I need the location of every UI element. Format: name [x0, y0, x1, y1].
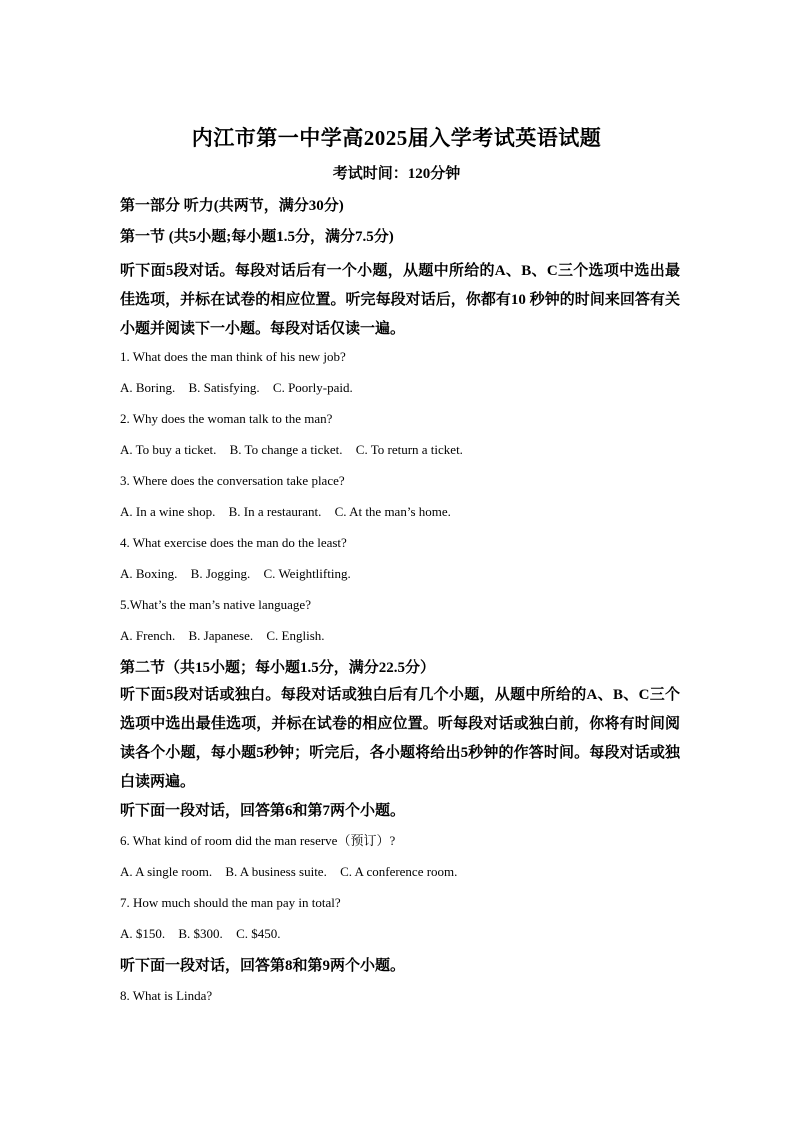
question-5: 5.What’s the man’s native language? — [120, 597, 311, 612]
question-1: 1. What does the man think of his new job? — [120, 349, 346, 364]
option-2c: C. To return a ticket. — [355, 442, 463, 457]
options-6 — [120, 862, 680, 882]
option-7a: A. $150. — [120, 926, 166, 941]
options-2 — [120, 440, 680, 460]
option-5b: B. Japanese. — [188, 628, 254, 643]
question-4: 4. What exercise does the man do the least? — [120, 535, 347, 550]
section1-heading: 第一节 (共5小题;每小题1.5分，满分7.5分) — [120, 229, 394, 245]
section2-heading: 第二节（共15小题；每小题1.5分，满分22.5分） — [120, 660, 436, 676]
question-3: 3. Where does the conversation take place? — [120, 473, 345, 488]
exam-content — [120, 195, 680, 1017]
option-4c: C. Weightlifting. — [263, 566, 351, 581]
section1-instructions: 听下面5段对话。每段对话后有一个小题，从题中所给的A、B、C三个选项中选出最佳选项，并标在试卷的相应位置。听完每段对话后，你都有10 秒钟的时间来回答有关小题并阅读下一小题。每段对话仅读一遍。 — [120, 263, 680, 337]
option-1c: C. Poorly-paid. — [272, 380, 353, 395]
options-3 — [120, 502, 680, 522]
group2-intro: 听下面一段对话，回答第8和第9两个小题。 — [120, 958, 406, 974]
option-5a: A. French. — [120, 628, 176, 643]
question-2: 2. Why does the woman talk to the man? — [120, 411, 333, 426]
option-1a: A. Boring. — [120, 380, 176, 395]
option-1b: B. Satisfying. — [188, 380, 260, 395]
question-6: 6. What kind of room did the man reserve（预订）? — [120, 833, 396, 848]
option-3a: A. In a wine shop. — [120, 504, 216, 519]
option-4a: A. Boxing. — [120, 566, 178, 581]
option-4b: B. Jogging. — [190, 566, 251, 581]
options-5 — [120, 626, 680, 646]
option-5c: C. English. — [266, 628, 325, 643]
option-3b: B. In a restaurant. — [228, 504, 322, 519]
options-1 — [120, 378, 680, 398]
exam-title: 内江市第一中学高2025届入学考试英语试题 — [191, 126, 602, 150]
option-6b: B. A business suite. — [225, 864, 327, 879]
section2-instructions: 听下面5段对话或独白。每段对话或独白后有几个小题，从题中所给的A、B、C三个选项中选出最佳选项，并标在试卷的相应位置。听每段对话或独白前，你将有时间阅读各个小题，每小题5秒钟；听完后，各小题将给出5秒钟的作答时间。每段对话或独白读两遍。 — [120, 687, 680, 790]
exam-time: 考试时间：120分钟 — [332, 166, 461, 182]
option-6c: C. A conference room. — [340, 864, 458, 879]
option-3c: C. At the man’s home. — [334, 504, 451, 519]
option-7c: C. $450. — [236, 926, 281, 941]
options-7 — [120, 924, 680, 944]
option-2b: B. To change a ticket. — [229, 442, 343, 457]
options-4 — [120, 564, 680, 584]
part1-heading: 第一部分 听力(共两节，满分30分) — [120, 198, 344, 214]
question-8: 8. What is Linda? — [120, 988, 213, 1003]
option-7b: B. $300. — [178, 926, 223, 941]
option-6a: A. A single room. — [120, 864, 213, 879]
question-7: 7. How much should the man pay in total? — [120, 895, 341, 910]
option-2a: A. To buy a ticket. — [120, 442, 217, 457]
group1-intro: 听下面一段对话，回答第6和第7两个小题。 — [120, 803, 406, 819]
